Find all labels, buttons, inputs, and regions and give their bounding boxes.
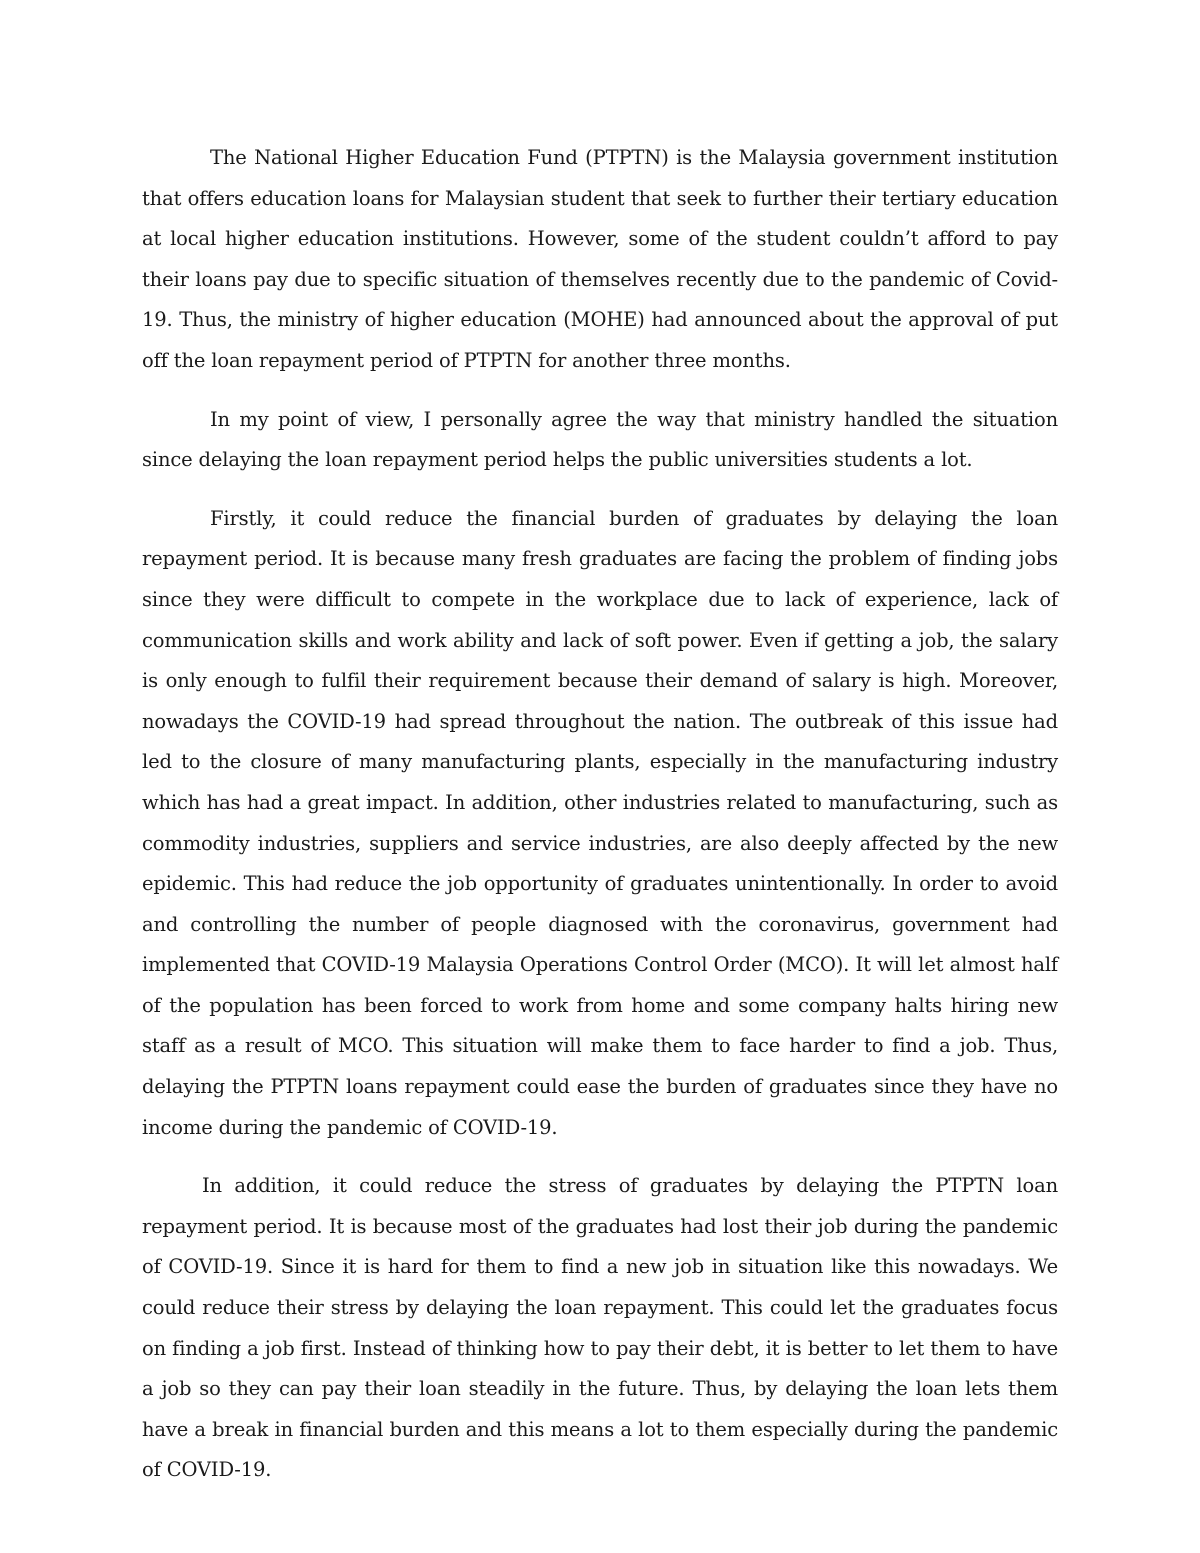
document-page (142, 138, 1058, 1509)
paragraph-point-of-view: In my point of view, I personally agree the way that ministry handled the situation since delaying the loan repayment period helps the public universities students a lot. (142, 407, 1058, 472)
paragraph-reduce-stress: In addition, it could reduce the stress of graduates by delaying the PTPTN loan repayment period. It is because most of the graduates had lost their job during the pandemic of COVID-19. Since it is hard for them to find a new job in situation like this nowadays. We could reduce their stress by delaying the loan repayment. This could let the graduates focus on finding a job first. Instead of thinking how to pay their debt, it is better to let them to have a job so they can pay their loan steadily in the future. Thus, by delaying the loan lets them have a break in financial burden and this means a lot to them especially during the pandemic of COVID-19. (142, 1174, 1058, 1482)
paragraph-introduction: The National Higher Education Fund (PTPTN) is the Malaysia government institution that offers education loans for Malaysian student that seek to further their tertiary education at local higher education institutions. However, some of the student couldn’t afford to pay their loans pay due to specific situation of themselves recently due to the pandemic of Covid-19. Thus, the ministry of higher education (MOHE) had announced about the approval of put off the loan repayment period of PTPTN for another three months. (142, 146, 1058, 372)
paragraph-financial-burden: Firstly, it could reduce the financial burden of graduates by delaying the loan repayment period. It is because many fresh graduates are facing the problem of finding jobs since they were difficult to compete in the workplace due to lack of experience, lack of communication skills and work ability and lack of soft power. Even if getting a job, the salary is only enough to fulfil their requirement because their demand of salary is high. Moreover, nowadays the COVID-19 had spread throughout the nation. The outbreak of this issue had led to the closure of many manufacturing plants, especially in the manufacturing industry which has had a great impact. In addition, other industries related to manufacturing, such as commodity industries, suppliers and service industries, are also deeply affected by the new epidemic. This had reduce the job opportunity of graduates unintentionally. In order to avoid and controlling the number of people diagnosed with the coronavirus, government had implemented that COVID-19 Malaysia Operations Control Order (MCO). It will let almost half of the population has been forced to work from home and some company halts hiring new staff as a result of MCO. This situation will make them to face harder to find a job. Thus, delaying the PTPTN loans repayment could ease the burden of graduates since they have no income during the pandemic of COVID-19. (142, 506, 1058, 1139)
